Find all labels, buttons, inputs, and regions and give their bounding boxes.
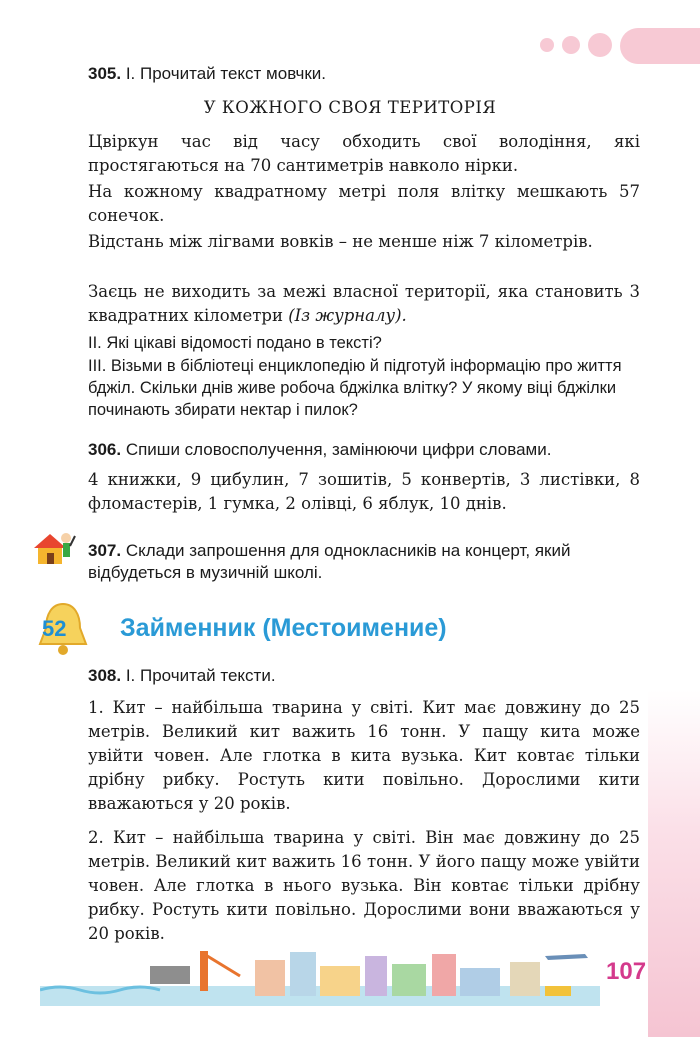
section-number: 52 xyxy=(42,616,67,641)
question-2: ІІ. Які цікаві відомості подано в тексті? xyxy=(88,334,382,352)
paragraph: На кожному квадратному метрі поля влітку мешкають 57 сонечок. xyxy=(88,182,640,225)
text-2: 2. Кит – найбільша тварина у світі. Він має довжину до 25 метрів. Великий кит важить 16 тонн. У його пащу може увійти човен. Але глотка в нього вузька. Він ковтає тільки дрібну рибку. Ростуть кити повільно. Дорослими вони вважаються у 20 років. xyxy=(88,828,640,943)
section-title: Займенник (Местоимение) xyxy=(120,614,447,642)
city-footer-illustration xyxy=(40,946,600,1006)
source-note: (Із журналу). xyxy=(288,306,407,325)
text-1: 1. Кит – найбільша тварина у світі. Кит має довжину до 25 метрів. Великий кит важить 16 тонн. У пащу кита може увійти човен. Але глотка в кита вузька. Кит ковтає тільки дрібну рибку. Ростуть кити повільно. Дорослими кити вважаються у 20 років. xyxy=(88,698,640,813)
text-title: У КОЖНОГО СВОЯ ТЕРИТОРІЯ xyxy=(203,98,497,117)
exercise-instruction: Склади запрошення для однокласників на концерт, який відбудеться в музичній школі. xyxy=(88,541,571,582)
exercise-number: 306. xyxy=(88,440,122,459)
paragraph: Цвіркун час від часу обходить свої володіння, які простягаються на 70 сантиметрів навколо нірки. xyxy=(88,132,640,175)
question-3: ІІІ. Візьми в бібліотеці енциклопедію й підготуй інформацію про життя бджіл. Скільки днів живе робоча бджілка влітку? У якому віці бджілки починають збирати нектар і пилок? xyxy=(88,357,622,419)
page-edge-decoration xyxy=(648,690,700,1037)
exercise-306-heading xyxy=(88,440,551,460)
paragraph xyxy=(88,280,640,328)
paragraph: Відстань між лігвами вовків – не менше ніж 7 кілометрів. xyxy=(88,232,593,251)
home-task-icon xyxy=(30,528,76,568)
exercise-308-heading xyxy=(88,666,276,686)
exercise-307 xyxy=(88,540,640,584)
exercise-instruction: І. Прочитай текст мовчки. xyxy=(125,64,326,83)
exercise-number: 308. xyxy=(88,666,122,685)
exercise-number: 305. xyxy=(88,64,122,83)
paragraph-text: Заєць не виходить за межі власної території, яка становить 3 квадратних кілометри xyxy=(88,282,640,325)
exercise-306-text: 4 книжки, 9 цибулин, 7 зошитів, 5 конвертів, 3 листівки, 8 фломастерів, 1 гумка, 2 олівці, 6 яблук, 10 днів. xyxy=(88,470,640,513)
page-number: 107 xyxy=(606,958,647,985)
exercise-305-heading xyxy=(88,64,326,84)
corner-dots-decoration xyxy=(540,28,700,64)
exercise-number: 307. xyxy=(88,541,122,560)
exercise-instruction: Спиши словосполучення, замінюючи цифри словами. xyxy=(125,440,552,459)
exercise-instruction: І. Прочитай тексти. xyxy=(125,666,276,685)
